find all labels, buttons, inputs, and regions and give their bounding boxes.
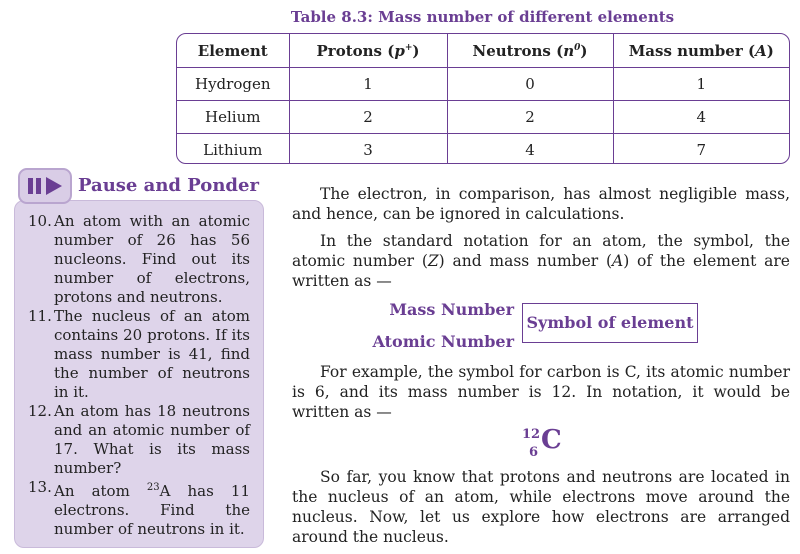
paragraph-4-wrap (292, 467, 790, 547)
atom-notation (292, 298, 790, 350)
table-caption: Table 8.3: Mass number of different elements (290, 8, 675, 26)
question-number: 12. (28, 402, 52, 420)
atomic-number-label: Atomic Number (372, 332, 514, 351)
paragraph-3-wrap (292, 362, 790, 422)
cell-element: Hydrogen (177, 68, 289, 101)
cell-neutrons: 2 (447, 101, 613, 134)
header-mass-number: Mass number (A) (613, 34, 789, 68)
question-text: An atom with an atomic number of 26 has 56 nucleons. Find out its number of electrons, protons and neutrons. (54, 212, 250, 306)
cell-neutrons: 4 (447, 134, 613, 165)
table-row (177, 68, 789, 101)
ponder-questions (28, 212, 250, 539)
cell-mass: 7 (613, 134, 789, 165)
list-item (28, 307, 250, 402)
carbon-atomic-number: 6 (529, 445, 539, 460)
cell-element: Lithium (177, 134, 289, 165)
cell-neutrons: 0 (447, 68, 613, 101)
table-header-row (177, 34, 789, 68)
question-text-after: A has 11 electrons. Find the number of neutrons in it. (54, 482, 250, 538)
paragraph-2: In the standard notation for an atom, the symbol, the atomic number (Z) and mass number (A) of the element are written as — (292, 232, 790, 290)
carbon-symbol: C (541, 425, 562, 455)
pause-play-icon (18, 168, 72, 204)
paragraph-1: The electron, in comparison, has almost negligible mass, and hence, can be ignored in calculations. (292, 185, 790, 223)
header-protons: Protons (p+) (289, 34, 447, 68)
paragraph-1-wrap (292, 184, 790, 224)
pause-ponder-header (18, 168, 263, 206)
carbon-notation (522, 425, 582, 465)
question-number: 10. (28, 212, 52, 230)
cell-protons: 1 (289, 68, 447, 101)
mass-number-label: Mass Number (389, 300, 514, 319)
table-row (177, 134, 789, 165)
mass-number-table (176, 33, 790, 164)
table-row (177, 101, 789, 134)
cell-element: Helium (177, 101, 289, 134)
cell-mass: 1 (613, 68, 789, 101)
list-item (28, 402, 250, 478)
paragraph-2-wrap (292, 231, 790, 291)
cell-protons: 2 (289, 101, 447, 134)
mass-superscript: 23 (146, 482, 160, 493)
carbon-mass-number: 12 (522, 427, 541, 442)
pause-ponder-title: Pause and Ponder (78, 175, 259, 196)
list-item (28, 478, 250, 539)
paragraph-3: For example, the symbol for carbon is C, its atomic number is 6, and its mass number is 12. In notation, it would be written as — (292, 363, 790, 421)
paragraph-4: So far, you know that protons and neutrons are located in the nucleus of an atom, while electrons move around the nucleus. Now, let us explore how electrons are arranged around the nucleus. (292, 468, 790, 546)
question-number: 13. (28, 478, 52, 496)
question-number: 11. (28, 307, 52, 325)
symbol-of-element-box: Symbol of element (522, 303, 698, 343)
header-element: Element (177, 34, 289, 68)
cell-mass: 4 (613, 101, 789, 134)
list-item (28, 212, 250, 307)
question-text: An atom has 18 neutrons and an atomic number of 17. What is its mass number? (54, 402, 250, 477)
question-text: The nucleus of an atom contains 20 protons. If its mass number is 41, find the number of neutrons in it. (54, 307, 250, 401)
cell-protons: 3 (289, 134, 447, 165)
question-text-before: An atom (54, 482, 147, 500)
header-neutrons: Neutrons $(n^0)$ (447, 34, 613, 68)
